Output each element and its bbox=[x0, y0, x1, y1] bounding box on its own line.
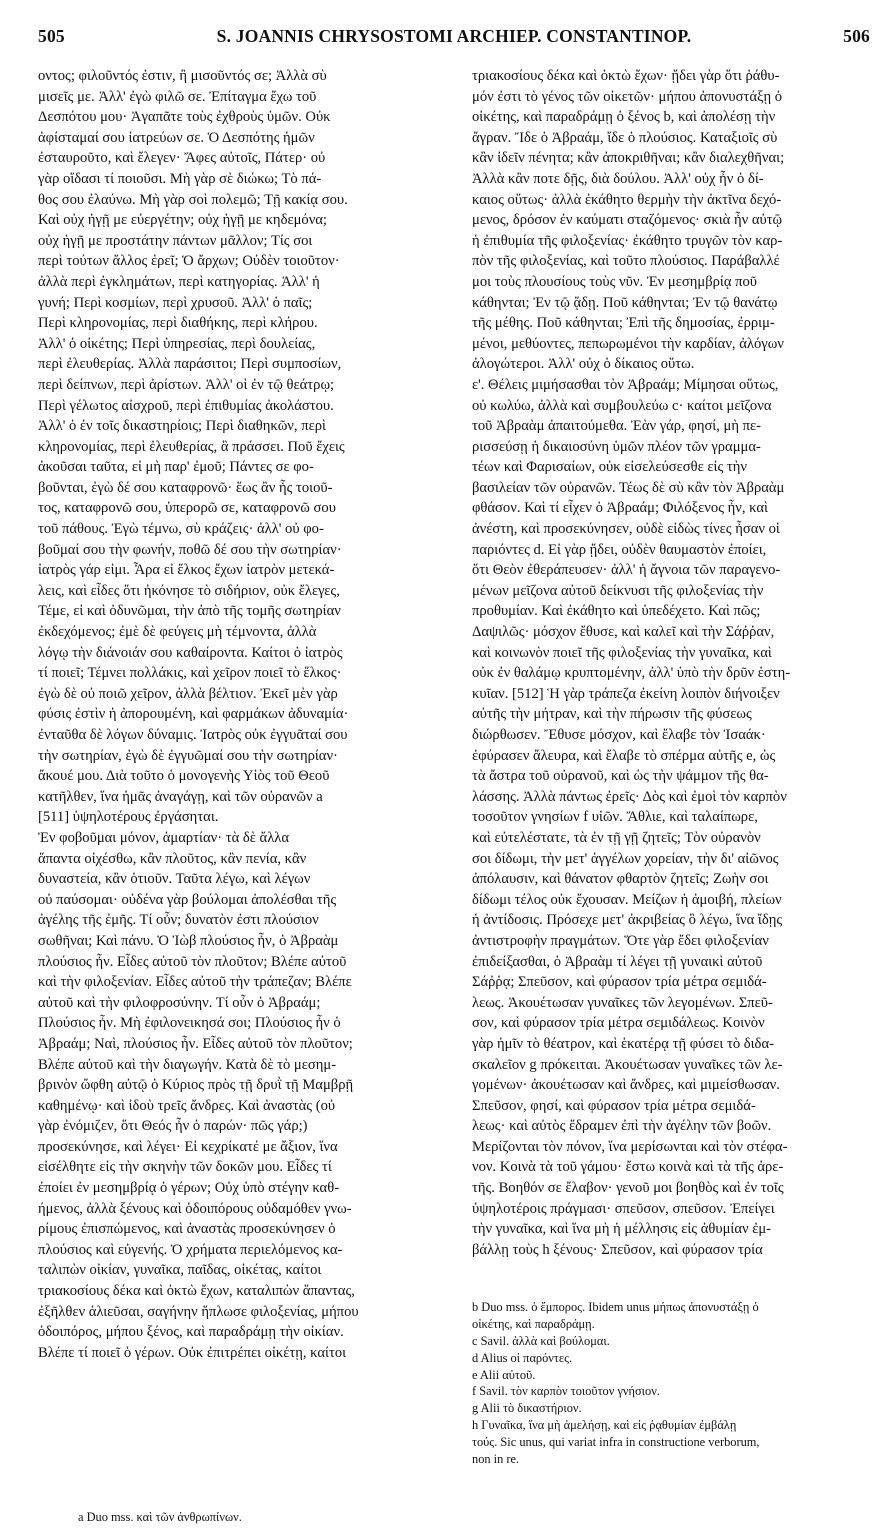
text-line: οὐ παύσομαι· οὐδένα γὰρ βούλομαι ἀπολέσθαι τῆς bbox=[38, 891, 337, 908]
text-line: τοσοῦτον γνησίων f υἱῶν. Ἄθλιε, καὶ ταλαίπωρε, bbox=[472, 809, 758, 826]
footnote-line: e Alii αὐτοῦ. bbox=[472, 1367, 536, 1382]
text-line: ἐνταῦθα δὲ λόγων δύναμις. Ἰατρὸς οὐκ ἐγγυᾶταί σου bbox=[38, 727, 348, 743]
footnote-line: g Alii τὸ δικαστήριον. bbox=[472, 1401, 582, 1416]
text-line: ἐφύρασεν ἄλευρα, καὶ ἔλαβε τὸ σπέρμα αὐτῆς e, ὡς bbox=[472, 747, 776, 764]
text-line: ὅτι Θεὸν ἐθεράπευσεν· ἀλλ' ἡ ἄγνοια τῶν παραγενο- bbox=[472, 562, 781, 579]
text-line: Πλούσιος ἦν. Μὴ ἐφιλονεικησά σοι; Πλούσιος ἦν ὁ bbox=[38, 1015, 341, 1032]
text-line: φθάσον. Καὶ τί εἶχεν ὁ Ἀβραάμ; Φιλόξενος ἦν, καὶ bbox=[472, 500, 768, 517]
page-number-right: 506 bbox=[843, 26, 870, 46]
text-line: γὰρ ἡμῖν τὸ θέατρον, καὶ ἑκατέρᾳ τῇ φύσει τὸ διδα- bbox=[472, 1035, 774, 1052]
text-line: δίδωμι τέλος οὐκ ἔχουσαν. Μείζων ἡ ἀμοιβή, πλείων bbox=[472, 891, 782, 908]
text-line: ἰατρὸς γάρ εἰμι. Ἆρα εἰ ἕλκος ἔχων ἰατρὸν μετεκά- bbox=[38, 562, 335, 579]
text-line: Ἀβραάμ; Ναὶ, πλούσιος ἦν. Εἶδες αὐτοῦ τὸν πλοῦτον; bbox=[38, 1035, 353, 1052]
text-line: Περὶ κληρονομίας, περὶ διαθήκης, περὶ κλήρου. bbox=[38, 315, 318, 332]
footnote-line: non in re. bbox=[472, 1452, 520, 1467]
text-line: οὐ κωλύω, ἀλλὰ καὶ συμβουλεύω c· καίτοι μεῖζονα bbox=[472, 397, 772, 414]
right-column bbox=[472, 66, 874, 1260]
text-line: ἀνέστη, καὶ προσεκύνησεν, οὐδὲ εἰδὼς τίνες ἦσαν οἱ bbox=[472, 521, 780, 538]
text-line: περὶ ἐλευθερίας. Ἀλλὰ παράσιτοι; Περὶ συμποσίων, bbox=[38, 356, 342, 373]
text-line: αὐτοῦ καὶ τὴν φιλοφροσύνην. Τί οὖν ὁ Ἀβραάμ; bbox=[38, 994, 321, 1011]
text-line: καὶ τὴν φιλοξενίαν. Εἶδες αὐτοῦ τὴν τράπεζαν; Βλέπε bbox=[38, 974, 352, 991]
text-line: λόγῳ τὴν διάνοιάν σου καθαίροντα. Καίτοι ὁ ἰατρὸς bbox=[38, 644, 343, 661]
text-line: φύσις ἐστὶν ἡ ἀπορουμένη, καὶ φαρμάκων ἀδυναμία· bbox=[38, 706, 349, 723]
text-line: Καὶ οὐχ ἡγῇ με εὐεργέτην; οὐχ ἡγῇ με κηδεμόνα; bbox=[38, 212, 327, 229]
running-header bbox=[38, 26, 870, 56]
footnote-line: c Savil. ἀλλὰ καὶ βούλομαι. bbox=[472, 1333, 610, 1348]
text-line: ἀκοῦσαι ταῦτα, εἰ μὴ παρ' ἐμοῦ; Πάντες σε φο- bbox=[38, 459, 314, 476]
text-line: Ἀλλ' ὁ οἰκέτης; Περὶ ὑπηρεσίας, περὶ δουλείας, bbox=[38, 335, 316, 352]
text-line: Μερίζονται τὸν πόνον, ἵνα μερίσωνται καὶ τὸν στέφα- bbox=[472, 1138, 788, 1155]
text-line: Ἐν φοβοῦμαι μόνον, ἁμαρτίαν· τὰ δὲ ἄλλα bbox=[38, 829, 289, 846]
text-line: [511] ὑψηλοτέρους ἐργάσηται. bbox=[38, 809, 219, 826]
text-line: σοι δίδωμι, τὴν μετ' ἀγγέλων χορείαν, τὴν δι' αἰῶνος bbox=[472, 850, 779, 867]
text-line: τοῦ Ἀβραὰμ ἀπαιτούμεθα. Ἐὰν γάρ, φησί, μὴ πε- bbox=[472, 418, 761, 435]
text-line: πλούσιος ἦν. Εἶδες αὐτοῦ τὸν πλοῦτον; Βλέπε αὐτοῦ bbox=[38, 953, 347, 970]
text-line: διώρθωσεν. Ἔθυσε μόσχον, καὶ ἔλαβε τὸν Ἰσαάκ· bbox=[472, 727, 766, 743]
text-line: τῆς. Βοηθόν σε ἔλαβον· γενοῦ μοι βοηθὸς καὶ ἐν τοῖς bbox=[472, 1180, 784, 1197]
footnotes bbox=[472, 1299, 874, 1468]
text-line: ἐπιδείξασθαι, ὁ Ἀβραὰμ τί λέγει τῇ γυναικὶ αὐτοῦ bbox=[472, 953, 763, 970]
footnote-line: οἰκέτης, καὶ παραδράμῃ. bbox=[472, 1316, 595, 1331]
text-line: δυναστεία, κἂν ὁτιοῦν. Ταῦτα λέγω, καὶ λέγων bbox=[38, 871, 311, 888]
text-line: λεως. Ἀκουέτωσαν γυναῖκες τῶν λεγομένων. Σπεῦ- bbox=[472, 994, 773, 1011]
left-column-footnote: a Duo mss. καὶ τῶν ἀνθρωπίνων. bbox=[78, 1510, 242, 1524]
text-line: καὶ εὐτελέστατε, τὰ ἐν τῇ γῇ ζητεῖς; Τὸν οὐρανὸν bbox=[472, 829, 761, 846]
text-line: μενος, δρόσον ἐν καύματι σταζόμενος· σκιὰ ἦν αὐτῷ bbox=[472, 212, 783, 229]
text-line: Ἀλλὰ κἂν ποτε δῇς, διὰ δούλου. Ἀλλ' οὐχ ἦν ὁ δί- bbox=[472, 170, 764, 187]
text-line: ταλιπὼν οἰκίαν, γυναῖκα, παῖδας, οἰκέτας, καίτοι bbox=[38, 1262, 322, 1279]
text-line: Δαψιλῶς· μόσχον ἔθυσε, καὶ καλεῖ καὶ τὴν Σάῤῥαν, bbox=[472, 624, 775, 641]
text-line: γὰρ ἐνόμιζεν, ὅτι Θεός ἦν ὁ παρών· πῶς γάρ;) bbox=[38, 1118, 308, 1135]
text-line: σκαλεῖον g πρόκειται. Ἀκουέτωσαν γυναῖκες τῶν λε- bbox=[472, 1056, 783, 1073]
text-line: εἰσέλθητε εἰς τὴν σκηνὴν τῶν δοκῶν μου. Εἶδες τί bbox=[38, 1159, 332, 1176]
text-line: γυνή; Περὶ κοσμίων, περὶ χρυσοῦ. Ἀλλ' ὁ παῖς; bbox=[38, 294, 313, 311]
text-line: κάθηνται; Ἐν τῷ ᾅδῃ. Ποῦ κάθηνται; Ἐν τῷ θανάτῳ bbox=[472, 294, 778, 311]
text-line: ἐποίει ἐν μεσημβρίᾳ ὁ γέρων; Οὐχ ὑπὸ στέγην καθ- bbox=[38, 1180, 340, 1197]
text-line: κληρονομίας, περὶ ἐλευθερίας, ἃ πράσσει. Ποῦ ἔχεις bbox=[38, 438, 345, 455]
text-line: λάσσης. Ἀλλὰ πάντως ἐρεῖς· Δὸς καὶ ἐμοὶ τὸν καρπὸν bbox=[472, 788, 787, 805]
footnote-line: b Duo mss. ὁ ἔμπορος. Ibidem unus μήπως ἀπονυστάξῃ ὁ bbox=[472, 1300, 759, 1314]
footnote-line: f Savil. τὸν καρπὸν τοιοῦτον γνήσιον. bbox=[472, 1384, 660, 1399]
text-line: τὰ ἄστρα τοῦ οὐρανοῦ, καὶ ὡς τὴν ψάμμον τῆς θα- bbox=[472, 768, 769, 785]
footnote-line: h Γυναῖκα, ἵνα μὴ ἀμελήσῃ, καὶ εἰς ῥᾳθυμίαν ἐμβάλῃ bbox=[472, 1418, 737, 1433]
text-line: οντος; φιλοῦντός ἐστιν, ἢ μισοῦντός σε; Ἀλλὰ σὺ bbox=[38, 68, 327, 84]
text-line: ἡ ἐπιθυμία τῆς φιλοξενίας· ἐκάθητο τρυγῶν τὸν καρ- bbox=[472, 232, 783, 249]
text-line: καιος οὕτως· ἀλλὰ ἐκάθητο θερμὴν τὴν ἀκτῖνα δεχό- bbox=[472, 191, 782, 208]
text-line: προθυμίαν. Καὶ ἐκάθητο καὶ ὑπεδέχετο. Καὶ πῶς; bbox=[472, 603, 761, 620]
text-line: μοι τοὺς πλουσίους τοὺς νῦν. Ἐν μεσημβρίᾳ ποῦ bbox=[472, 273, 758, 290]
text-line: μόν ἐστι τὸ γένος τῶν οἰκετῶν· μήπου ἀπονυστάξῃ ὁ bbox=[472, 88, 783, 105]
text-line: ἐσταυροῦτο, καὶ ἔλεγεν· Ἄφες αὐτοῖς, Πάτερ· οὐ bbox=[38, 150, 326, 167]
text-line: ἡ ἀντίδοσις. Πρόσεχε μετ' ἀκριβείας ὃ λέγω, ἵνα ἴδῃς bbox=[472, 912, 783, 929]
text-line: βάλλῃ τοὺς h ξένους· Σπεῦσον, καὶ φύρασον τρία bbox=[472, 1241, 763, 1258]
text-line: μένων μεῖζονα αὐτοῦ δείκνυσι τῆς φιλοξενίας τὴν bbox=[472, 582, 764, 599]
text-line: περὶ τούτων ἄλλος ἐρεῖ; Ὁ ἄρχων; Οὐδὲν τοιοῦτον· bbox=[38, 253, 340, 270]
text-line: οὐχ ἡγῇ με προστάτην πάντων μᾶλλον; Τίς σοι bbox=[38, 232, 313, 249]
text-line: Σπεῦσον, φησί, καὶ φύρασον τρία μέτρα σεμιδά- bbox=[472, 1097, 756, 1114]
text-line: τριακοσίους δέκα καὶ ὀκτὼ ἔχων, καταλιπὼν ἅπαντας, bbox=[38, 1283, 355, 1300]
text-line: ἐκδεχόμενος; ἐμὲ δὲ φεύγεις μὴ τέμνοντα, ἀλλὰ bbox=[38, 624, 317, 641]
left-column bbox=[38, 66, 456, 1363]
text-line: βασιλείαν τῶν οὐρανῶν. Τέως δὲ σὺ κἂν τὸν Ἀβραὰμ bbox=[472, 479, 785, 496]
text-line: τος, καταφρονῶ σου, ὑπερορῶ σε, καταφρονῶ σου bbox=[38, 500, 336, 517]
text-line: μένοι, μεθύοντες, πεπωρωμένοι τὴν καρδίαν, ἀλόγων bbox=[472, 335, 784, 352]
text-line: θος σου ἐλαύνω. Μὴ γὰρ σοὶ πολεμῶ; Τῇ κακίᾳ σου. bbox=[38, 191, 348, 208]
text-line: ἅπαντα οἰχέσθω, κἂν πλοῦτος, κἂν πενία, κἂν bbox=[38, 850, 307, 867]
text-line: ἄγραν. Ἴδε ὁ Ἀβραάμ, ἴδε ὁ πλούσιος. Καταξιοῖς σὺ bbox=[472, 129, 778, 146]
text-line: ἀπόλαυσιν, καὶ θάνατον φθαρτὸν ζητεῖς; Ζωὴν σοι bbox=[472, 871, 769, 888]
text-line: ἀγέλης τῆς ἐμῆς. Τί οὖν; δυνατὸν ἐστι πλούσιον bbox=[38, 912, 319, 929]
text-line: πλούσιος καὶ εὐγενής. Ὁ χρήματα περιελόμενος κα- bbox=[38, 1241, 343, 1258]
page-number-left: 505 bbox=[38, 26, 65, 46]
text-line: παριόντες d. Εἰ γὰρ ᾔδει, οὐδὲν θαυμαστὸν ἐποίει, bbox=[472, 541, 767, 558]
text-line: καὶ κοινωνὸν ποιεῖ τῆς φιλοξενίας τὴν γυναῖκα, καὶ bbox=[472, 644, 772, 661]
text-line: προσεκύνησε, καὶ λέγει· Εἰ κεχρίκατέ με ἄξιον, ἵνα bbox=[38, 1138, 338, 1155]
text-line: ἐξῆλθεν ἁλιεῦσαι, σαγήνην ἥπλωσε φιλοξενίας, μήπου bbox=[38, 1303, 359, 1320]
footnote-line: τούς. Sic unus, qui variat infra in constructione verborum, bbox=[472, 1435, 760, 1450]
text-line: ε'. Θέλεις μιμήσασθαι τὸν Ἀβραάμ; Μίμησαι οὕτως, bbox=[472, 376, 779, 393]
text-line: πὸν τῆς φιλοξενίας, καὶ τοῦτο πλούσιος. Παράβαλλέ bbox=[472, 253, 780, 270]
text-line: σον, καὶ φύρασον τρία μέτρα σεμιδάλεως. Κοινὸν bbox=[472, 1015, 765, 1032]
text-line: ἀντιστροφὴν πραγμάτων. Ὅτε γὰρ ἔδει φιλοξενίαν bbox=[472, 932, 769, 949]
text-line: γομένων· ἀκουέτωσαν καὶ ἄνδρες, καὶ μιμείσθωσαν. bbox=[472, 1077, 780, 1094]
text-line: κἂν ἰδεῖν πένητα; κἂν ἀποκριθῆναι; κἂν διαλεχθῆναι; bbox=[472, 150, 785, 167]
text-line: τὴν σωτηρίαν, ἐγὼ δὲ ἐγγυῶμαί σου τὴν σωτηρίαν· bbox=[38, 747, 338, 764]
text-line: ήμενος, ἀλλὰ ξένους καὶ ὁδοιπόρους οὐδαμόθεν γνω- bbox=[38, 1200, 352, 1217]
text-line: σωθῆναι; Καὶ πάνυ. Ὁ Ἰὼβ πλούσιος ἦν, ὁ Ἀβραὰμ bbox=[38, 932, 339, 949]
text-line: ρίμους ἐπισπώμενος, καὶ ἀναστὰς προσεκύνησεν ὁ bbox=[38, 1221, 336, 1238]
text-line: βοῦμαί σου τὴν φωνήν, ποθῶ δέ σου τὴν σωτηρίαν· bbox=[38, 541, 342, 558]
text-line: Βλέπε τί ποιεῖ ὁ γέρων. Οὐκ ἐπιτρέπει οἰκέτῃ, καίτοι bbox=[38, 1344, 347, 1361]
text-line: τῆς μέθης. Ποῦ κάθηνται; Ἐπὶ τῆς δημοσίας, ἐρριμ- bbox=[472, 315, 775, 332]
text-line: οὐκ ἐν θαλάμῳ κρυπτομένην, ἀλλ' ὑπὸ τὴν δρῦν ἑστη- bbox=[472, 665, 791, 682]
text-line: λεις, καὶ εἶδες ὅτι ἠκόνησε τὸ σιδήριον, οὐκ ἔλεγες, bbox=[38, 582, 340, 599]
text-line: τριακοσίους δέκα καὶ ὀκτὼ ἔχων· ᾔδει γὰρ ὅτι ῥάθυ- bbox=[472, 68, 780, 84]
text-line: Τέμε, εἰ καὶ ὀδυνῶμαι, τὴν ἀπὸ τῆς τομῆς σωτηρίαν bbox=[38, 603, 341, 620]
text-line: βρινὸν ὤφθη αὐτῷ ὁ Κύριος πρὸς τῇ δρυῒ τῇ Μαμβρῇ bbox=[38, 1077, 354, 1094]
text-line: μισεῖς με. Ἀλλ' ἐγὼ φιλῶ σε. Ἐπίταγμα ἔχω τοῦ bbox=[38, 88, 317, 105]
text-line: ἐγὼ δὲ οὐ ποιῶ χεῖρον, ἀλλὰ βέλτιον. Ἐκεῖ μὲν γὰρ bbox=[38, 685, 338, 702]
text-line: Δεσπότου μου· Ἀγαπᾶτε τοὺς ἐχθροὺς ὑμῶν. Οὐκ bbox=[38, 109, 331, 126]
text-line: λεως· καὶ αὐτὸς ἔδραμεν ἐπὶ τὴν ἀγέλην τῶν βοῶν. bbox=[472, 1118, 772, 1135]
text-line: αὐτῆς τὴν μήτραν, καὶ τὴν πήρωσιν τῆς φύσεως bbox=[472, 706, 752, 723]
running-title: S. JOANNIS CHRYSOSTOMI ARCHIEP. CONSTANTINOP. bbox=[216, 26, 692, 46]
text-line: κατῆλθεν, ἵνα ἡμᾶς ἀναγάγῃ, καὶ τῶν οὐρανῶν a bbox=[38, 788, 323, 805]
text-line: Περὶ γέλωτος αἰσχροῦ, περὶ ἐπιθυμίας ἀκολάστου. bbox=[38, 397, 334, 414]
text-line: ἀλλὰ περὶ ἐγκλημάτων, περὶ κατηγορίας. Ἀλλ' ἡ bbox=[38, 273, 320, 290]
text-line: Σάῤῥᾳ; Σπεῦσον, καὶ φύρασον τρία μέτρα σεμιδά- bbox=[472, 974, 767, 991]
text-line: τὴν γυναῖκα, καὶ ἵνα μὴ ἡ μέλλησις εἰς ἀθυμίαν ἐμ- bbox=[472, 1221, 772, 1238]
text-line: ρισσεύσῃ ἡ δικαιοσύνη ὑμῶν πλέον τῶν γραμμα- bbox=[472, 438, 761, 455]
text-line: ὑψηλοτέροις πράγμασι· σπεῦσον, σπεῦσον. Ἐπείγει bbox=[472, 1200, 775, 1217]
text-line: οἰκέτης, καὶ παραδράμῃ ὁ ξένος b, καὶ ἀπολέσῃ τὴν bbox=[472, 109, 776, 126]
text-line: ἄκουέ μου. Διὰ τοῦτο ὁ μονογενὴς Υἱὸς τοῦ Θεοῦ bbox=[38, 768, 330, 785]
text-line: Ἀλλ' ὁ ἐν τοῖς δικαστηρίοις; Περὶ διαθηκῶν, περὶ bbox=[38, 418, 326, 435]
text-line: τέων καὶ Φαρισαίων, οὐκ εἰσελεύσεσθε εἰς τὴν bbox=[472, 459, 747, 476]
footnote-line: d Alius οἱ παρόντες. bbox=[472, 1350, 573, 1365]
text-line: ἀφίσταμαί σου ἰατρεύων σε. Ὁ Δεσπότης ἡμῶν bbox=[38, 129, 315, 146]
text-line: ἀλογώτεροι. Ἀλλ' οὐχ ὁ δίκαιος οὕτω. bbox=[472, 356, 695, 373]
text-line: γὰρ οἴδασι τί ποιοῦσι. Μὴ γὰρ σὲ διώκω; Τὸ πά- bbox=[38, 170, 322, 187]
text-line: καθημένῳ· καὶ ἰδοὺ τρεῖς ἄνδρες. Καὶ ἀναστὰς (οὐ bbox=[38, 1097, 336, 1114]
text-line: ὁδοιπόρος, μήπου ξένος, καὶ παραδράμῃ τὴν οἰκίαν. bbox=[38, 1324, 344, 1341]
text-line: τί ποιεῖ; Τέμνει πολλάκις, καὶ χεῖρον ποιεῖ τὸ ἕλκος· bbox=[38, 665, 342, 682]
text-line: βοῦνται, ἐγὼ δέ σου καταφρονῶ· ἕως ἂν ἧς τοιοῦ- bbox=[38, 479, 333, 496]
text-line: τοῦ πάθους. Ἐγὼ τέμνω, σὺ κράζεις· ἀλλ' οὐ φο- bbox=[38, 521, 324, 538]
text-line: Βλέπε αὐτοῦ καὶ τὴν διαγωγήν. Κατὰ δὲ τὸ μεσημ- bbox=[38, 1056, 337, 1073]
text-line: κυῖαν. [512] Ἡ γὰρ τράπεζα ἐκείνη λοιπὸν διήνοιξεν bbox=[472, 685, 780, 702]
text-line: περὶ δείπνων, περὶ ἀρίστων. Ἀλλ' οἱ ἐν τῷ θεάτρῳ; bbox=[38, 376, 335, 393]
text-line: νον. Κοινὰ τὰ τοῦ γάμου· ἔστω κοινὰ καὶ τὰ τῆς ἀρε- bbox=[472, 1159, 784, 1176]
